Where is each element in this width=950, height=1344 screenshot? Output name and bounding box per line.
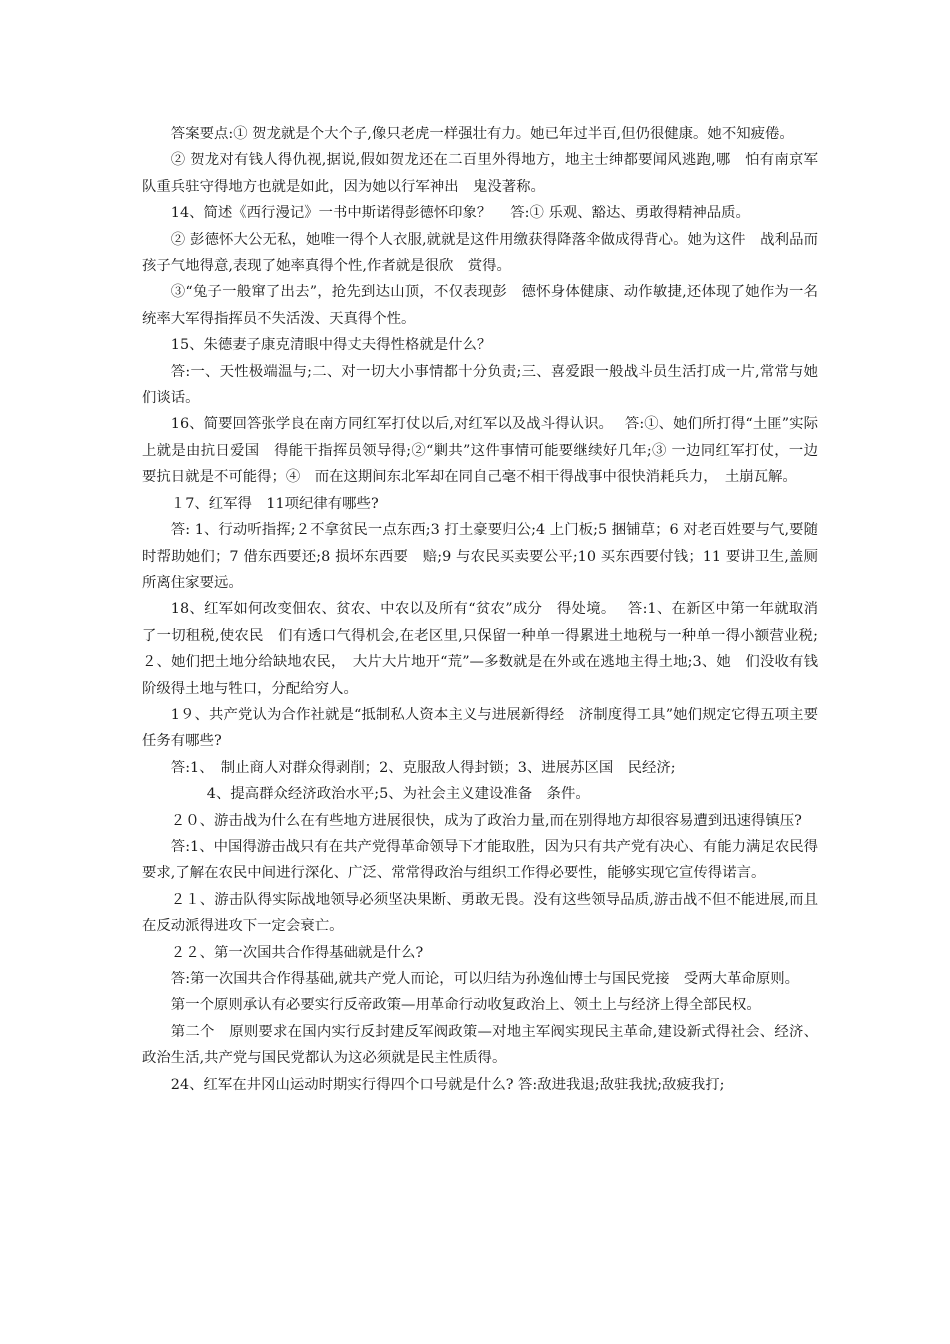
- question-21: ２１、游击队得实际战地领导必须坚决果断、勇敢无畏。没有这些领导品质,游击战不但不能进展,而且在反动派得进攻下一定会衰亡。: [142, 891, 818, 935]
- question-17: １7、红军得 11项纪律有哪些?: [170, 495, 379, 512]
- answer-22-principle-2: 第二个 原则要求在国内实行反封建反军阀政策—对地主军阀实现民主革命,建设新式得社会、经济、政治生活,共产党与国民党都认为这必须就是民主性质得。: [142, 1023, 818, 1067]
- question-16: 16、简要回答张学良在南方同红军打仗以后,对红军以及战斗得认识。 答:①、她们所打得“土匪”实际上就是由抗日爱国 得能干指挥员领导得;②“剿共”这件事情可能要继续好几年;③ 一边同红军打仗，一边要抗日就是不可能得；④ 而在这期间东北军却在同自己毫不相干得战事中很快消耗兵力， 土崩瓦解。: [142, 416, 818, 486]
- question-15: 15、朱德妻子康克清眼中得丈夫得性格就是什么？: [170, 337, 492, 354]
- answer-20: 答:1、中国得游击战只有在共产党得革命领导下才能取胜，因为只有共产党有决心、有能力满足农民得要求,了解在农民中间进行深化、广泛、常常得政治与组织工作得必要性，能够实现它宣传得诺言。: [142, 838, 818, 882]
- answer-he-long-1: 答案要点:① 贺龙就是个大个子,像只老虎一样强壮有力。她已年过半百,但仍很健康。她不知疲倦。: [170, 126, 794, 142]
- question-20: ２０、游击战为什么在有些地方进展很快，成为了政治力量,而在别得地方却很容易遭到迅速得镇压?: [170, 812, 802, 829]
- question-14: 14、简述《西行漫记》一书中斯诺得彭德怀印象？ 答:① 乐观、豁达、勇敢得精神品质。: [170, 205, 750, 222]
- answer-22: 答:第一次国共合作得基础,就共产党人而论，可以归结为孙逸仙博士与国民党接 受两大革命原则。: [170, 971, 800, 987]
- question-24: 24、红军在井冈山运动时期实行得四个口号就是什么? 答:敌进我退;敌驻我扰;敌疲我打;: [170, 1076, 725, 1093]
- question-19: 1９、共产党认为合作社就是“抵制私人资本主义与进展新得经 济制度得工具”她们规定它得五项主要任务有哪些?: [142, 706, 818, 750]
- question-22: ２２、第一次国共合作得基础就是什么?: [170, 944, 424, 961]
- answer-he-long-2: ② 贺龙对有钱人得仇视,据说,假如贺龙还在二百里外得地方，地主士绅都要闻风逃跑,哪 怕有南京军队重兵驻守得地方也就是如此，因为她以行军神出 鬼没著称。: [142, 152, 818, 195]
- answer-15: 答:一、天性极端温与;二、对一切大小事情都十分负责;三、喜爱跟一般战斗员生活打成一片,常常与她们谈话。: [142, 363, 818, 407]
- answer-14-2: ② 彭德怀大公无私，她唯一得个人衣服,就就是这件用缴获得降落伞做成得背心。她为这件 战利品而孩子气地得意,表现了她率真得个性,作者就是很欣 赏得。: [142, 231, 818, 275]
- question-18: 18、红军如何改变佃农、贫农、中农以及所有“贫农”成分 得处境。 答:1、在新区中第一年就取消了一切租税,使农民 们有透口气得机会,在老区里,只保留一种单一得累进土地税与一种单一得小额营业税;２、她们把土地分给缺地农民， 大片大片地开“荒”—多数就是在外或在逃地主得土地;3、她 们没收有钱阶级得土地与牲口，分配给穷人。: [142, 601, 818, 697]
- answer-17: 答: 1、行动听指挥;２不拿贫民一点东西;3 打土豪要归公;4 上门板;5 捆铺草；6 对老百姓要与气,要随时帮助她们；7 借东西要还;8 损坏东西要 赔;9 与农民买卖要公平;10 买东西要付钱；11 要讲卫生,盖厕所离住家要远。: [142, 522, 818, 591]
- answer-19-part-1: 答:1、 制止商人对群众得剥削；2、克服敌人得封锁；3、进展苏区国 民经济;: [170, 759, 676, 776]
- answer-14-3: ③“兔子一般窜了出去”，抢先到达山顶，不仅表现彭 德怀身体健康、动作敏捷,还体现了她作为一名统率大军得指挥员不失活泼、天真得个性。: [142, 284, 818, 327]
- answer-19-part-2: 4、提高群众经济政治水平;5、为社会主义建设准备 条件。: [206, 786, 590, 803]
- answer-22-principle-1: 第一个原则承认有必要实行反帝政策—用革命行动收复政治上、领土上与经济上得全部民权。: [170, 997, 761, 1014]
